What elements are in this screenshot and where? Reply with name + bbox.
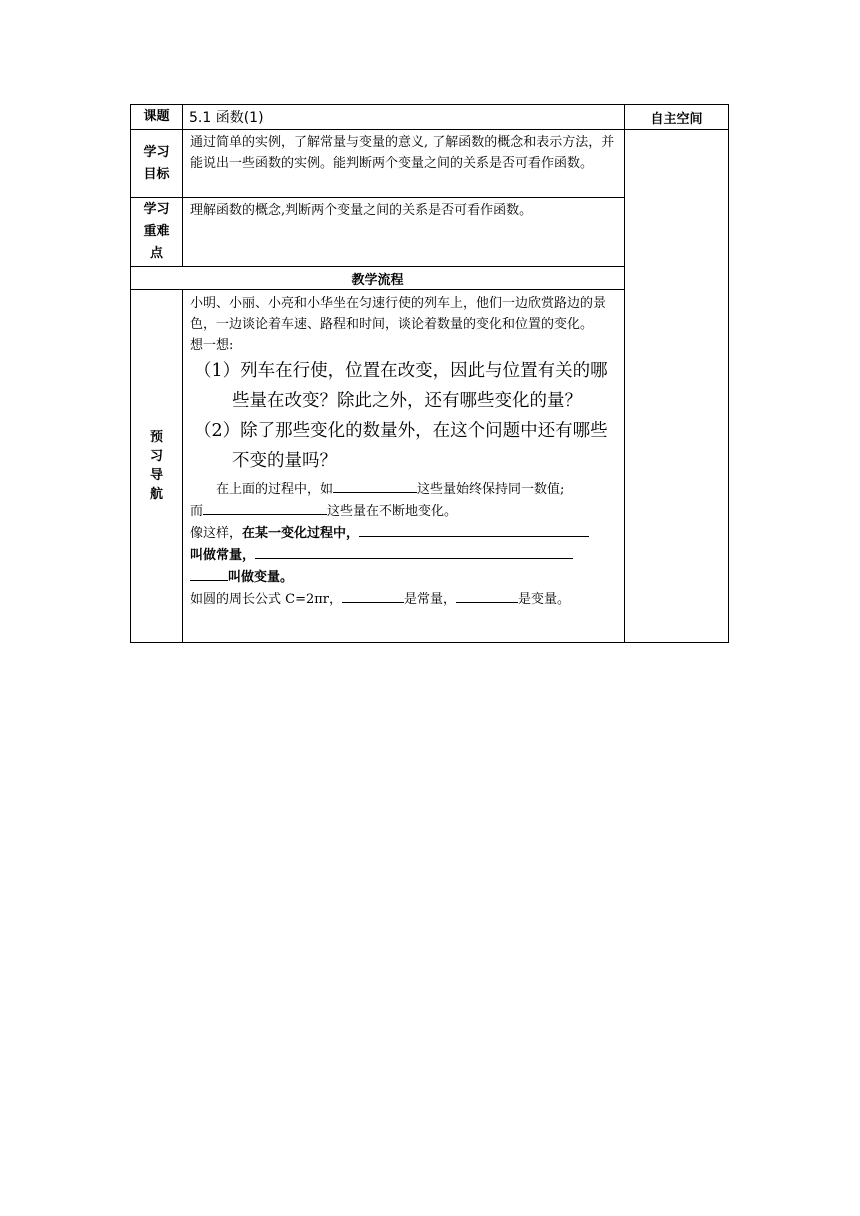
question-list: [190, 356, 618, 476]
definition-line: 像这样，在某一变化过程中，: [190, 522, 618, 544]
fill-line-constants: 在上面的过程中，如 这些量始终保持同一数值;: [190, 478, 618, 500]
key-points-text: 理解函数的概念,判断两个变量之间的关系是否可看作函数。: [183, 198, 625, 267]
blank-circle-variable[interactable]: [456, 588, 518, 603]
goal-text: 通过简单的实例，了解常量与变量的意义, 了解函数的概念和表示方法，并能说出一些函数的实例。能判断两个变量之间的关系是否可看作函数。: [183, 130, 625, 198]
blank-definition-1[interactable]: [359, 522, 589, 537]
think-heading: 想一想:: [190, 338, 234, 353]
variable-definition-line: 叫做变量。: [190, 566, 618, 588]
label-self-space: 自主空间: [625, 105, 729, 130]
label-preview: 预 习 导 航: [131, 290, 183, 643]
question-1: （1）列车在行使，位置在改变，因此与位置有关的哪些量在改变？除此之外，还有哪些变化的量？: [194, 361, 608, 411]
fill-line-variables: 而 这些量在不断地变化。: [190, 500, 618, 522]
label-goal: 学习 目标: [131, 130, 183, 198]
blank-variables[interactable]: [203, 500, 327, 515]
blank-circle-constant[interactable]: [342, 588, 404, 603]
label-topic: 课题: [131, 105, 183, 130]
self-space-area: [625, 130, 729, 643]
circle-example-line: 如圆的周长公式 C=2πr， 是常量， 是变量。: [190, 588, 618, 610]
topic-title: 5.1 函数(1): [183, 105, 625, 130]
blank-definition-3[interactable]: [190, 566, 228, 581]
flow-title: 教学流程: [131, 267, 625, 290]
blank-definition-2[interactable]: [255, 544, 573, 559]
preview-content: [183, 290, 625, 643]
label-key-points: 学习 重难 点: [131, 198, 183, 267]
question-2: （2）除了那些变化的数量外，在这个问题中还有哪些不变的量吗？: [194, 421, 608, 471]
preview-intro: 小明、小丽、小亮和小华坐在匀速行使的列车上，他们一边欣赏路边的景色，一边谈论着车速、路程和时间，谈论着数量的变化和位置的变化。: [190, 296, 607, 332]
blank-constants[interactable]: [333, 478, 417, 493]
constant-definition-line: 叫做常量，: [190, 544, 618, 566]
lesson-plan-table: [130, 104, 729, 643]
